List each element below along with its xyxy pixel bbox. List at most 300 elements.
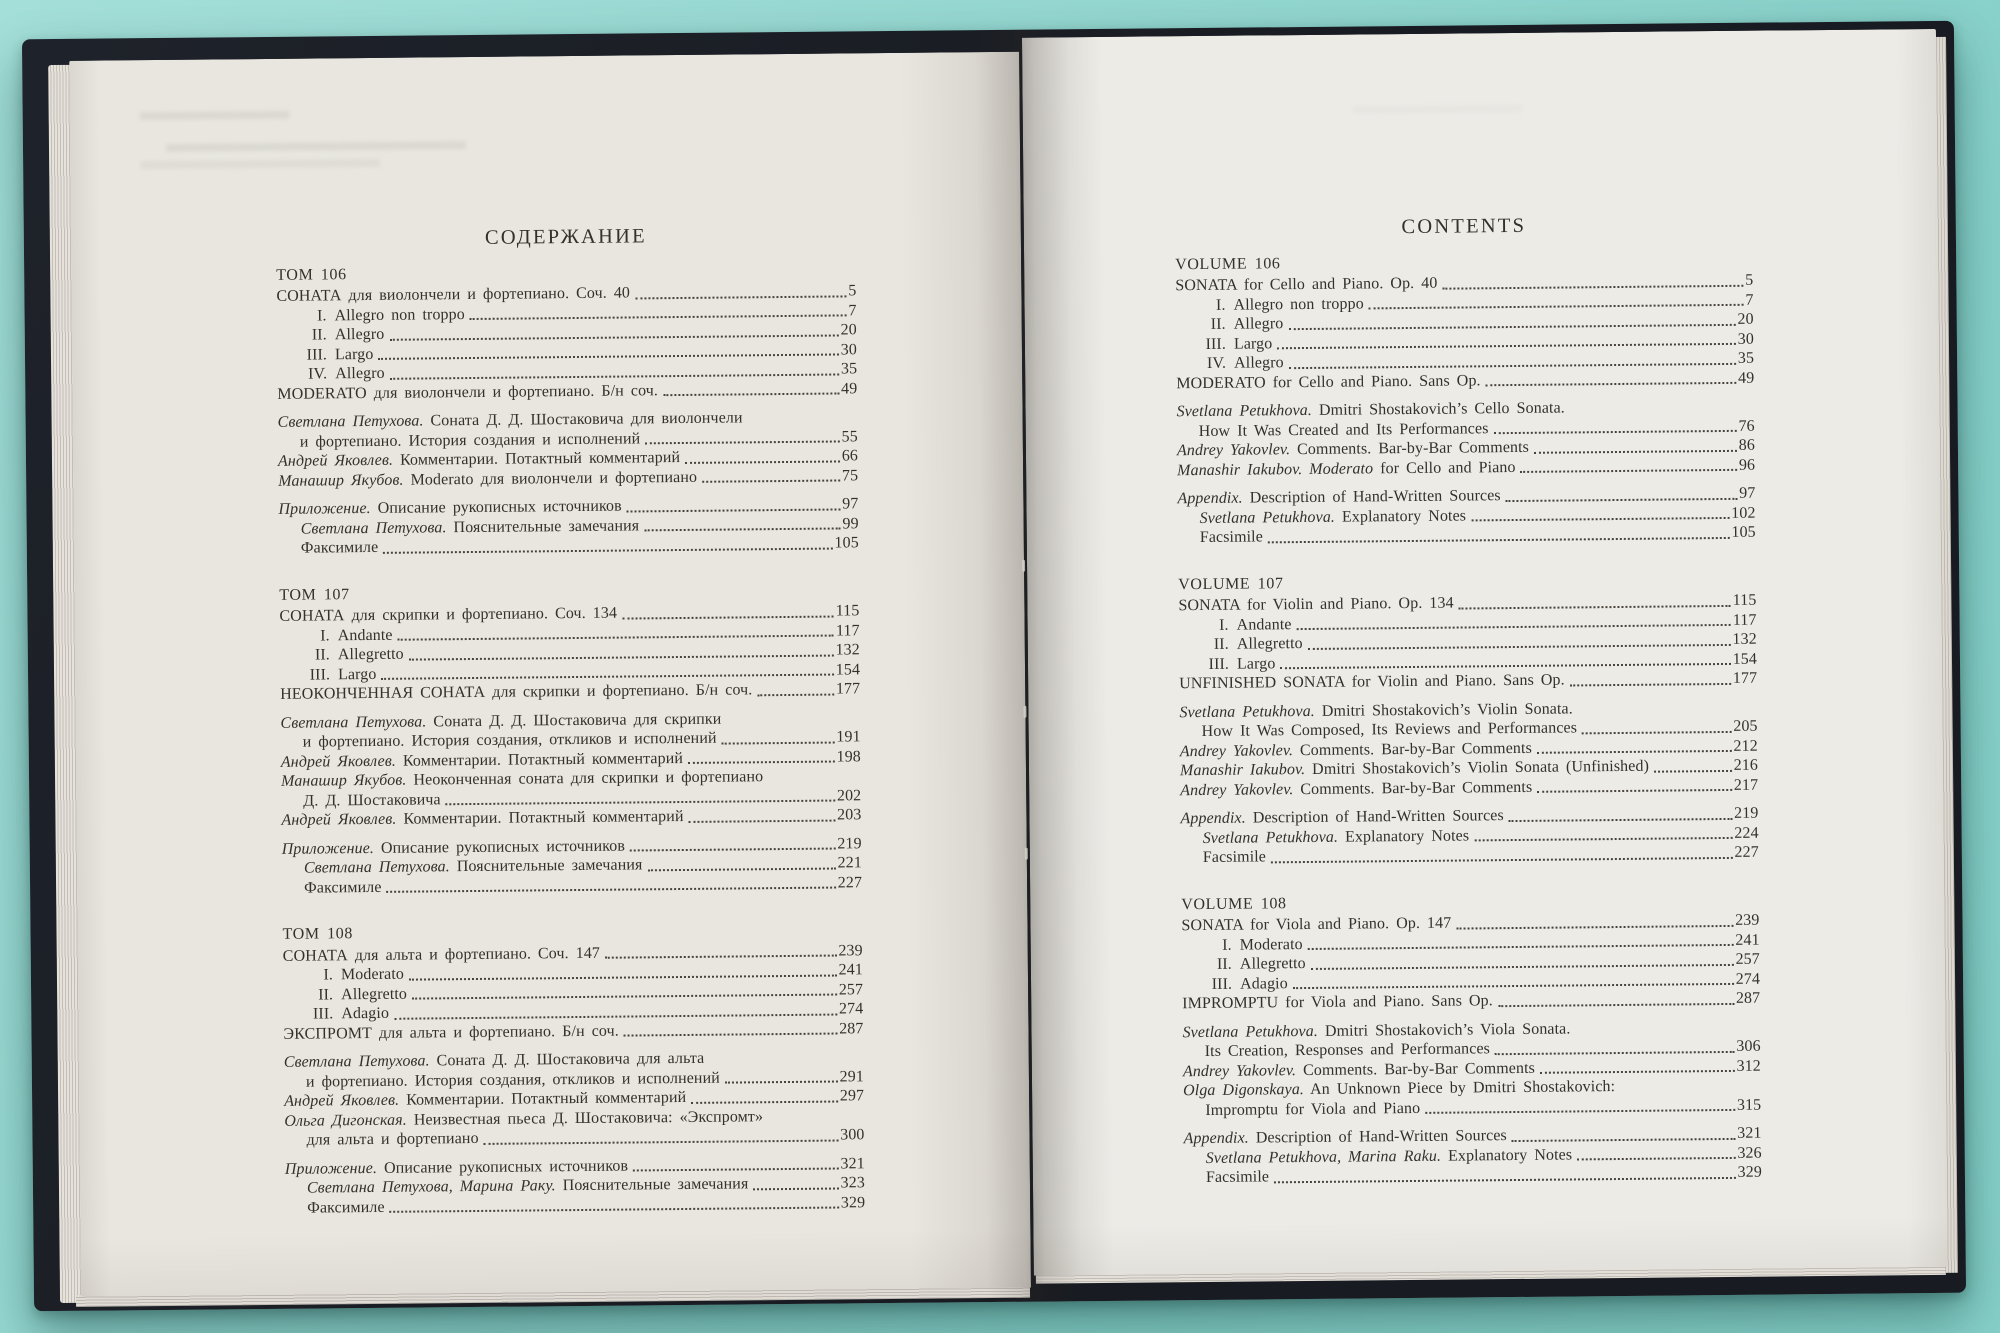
movement-numeral: II.: [1216, 955, 1232, 973]
toc-section-heading: ТОМ 106: [276, 265, 347, 284]
movement-numeral: II.: [1213, 635, 1229, 653]
entry-text: Largo: [1236, 654, 1276, 673]
toc-group: [1182, 1017, 1761, 1120]
entry-text: How It Was Created and Its Performances: [1198, 419, 1489, 440]
entry-text: Facsimile: [1202, 848, 1267, 867]
entry-text: for Cello and Piano: [1373, 458, 1516, 477]
leader-dots: [647, 867, 835, 871]
entry-text: Dmitri Shostakovich’s Violin Sonata (Unfinished): [1305, 757, 1650, 779]
movement-numeral: II.: [318, 985, 334, 1004]
toc-entry-text: [307, 1197, 385, 1217]
leader-dots: [685, 460, 840, 463]
toc-entry-text: [1240, 935, 1303, 955]
leader-dots: [691, 1100, 838, 1103]
author-name: Приложение.: [284, 1159, 378, 1178]
toc-group: [1180, 804, 1759, 868]
entry-text: An Unknown Piece by Dmitri Shostakovich:: [1303, 1078, 1616, 1099]
page-number: 241: [1735, 931, 1760, 949]
leader-dots: [1459, 604, 1731, 609]
leader-dots: [633, 1168, 838, 1172]
toc-entry-text: [335, 364, 385, 384]
book: [22, 21, 1966, 1311]
toc-entry-text: [1203, 847, 1266, 867]
leader-dots: [689, 819, 836, 822]
page-number: 323: [840, 1174, 866, 1192]
entry-text: Dmitri Shostakovich’s Cello Sonata.: [1311, 399, 1565, 419]
author-name: Manashir Iakubov.: [1179, 761, 1306, 780]
leader-dots: [470, 314, 847, 320]
author-name: Svetlana Petukhova.: [1176, 401, 1313, 421]
entry-text: Andante: [1236, 615, 1292, 634]
movement-numeral: I.: [1215, 296, 1226, 314]
leader-dots: [757, 693, 834, 696]
toc-section-heading: VOLUME 108: [1181, 894, 1287, 913]
movement-numeral: I.: [323, 966, 334, 984]
entry-text: и фортепиано. История создания, откликов и исполнений: [302, 729, 717, 751]
page-number: 321: [840, 1154, 865, 1172]
toc-entry-text: [335, 305, 465, 326]
toc-section: [279, 580, 862, 898]
leader-dots: [624, 1033, 837, 1037]
leader-dots: [389, 334, 838, 340]
entry-text: IMPROMPTU for Viola and Piano. Sans Op.: [1182, 992, 1493, 1013]
toc-entry-text: [1175, 274, 1437, 296]
author-name: Приложение.: [281, 839, 375, 858]
toc-group: [280, 708, 861, 831]
toc-row: [1176, 368, 1754, 393]
toc-entry-text: [1233, 294, 1363, 315]
toc-entry-text: [1205, 1098, 1420, 1120]
toc-entry-text: [301, 516, 640, 539]
entry-text: Moderato: [340, 965, 405, 984]
leader-dots: [1280, 663, 1730, 669]
movement-numeral: III.: [1205, 335, 1226, 353]
leader-dots: [1506, 497, 1738, 501]
movement-numeral: IV.: [307, 365, 328, 383]
page-number: 177: [1732, 669, 1758, 687]
page-number: 96: [1738, 456, 1756, 474]
author-name: Светлана Петухова.: [300, 518, 447, 538]
leader-dots: [1425, 1109, 1735, 1114]
entry-text: Allegretto: [341, 985, 408, 1003]
toc-entry-text: [1234, 314, 1284, 334]
toc-entry-text: [1176, 371, 1481, 393]
leader-dots: [409, 974, 837, 980]
author-name: Svetlana Petukhova.: [1199, 508, 1336, 527]
entry-text: Комментарии. Потактный комментарий: [396, 807, 684, 828]
toc-entry-text: [1206, 1167, 1269, 1187]
toc-entry-text: [338, 625, 393, 645]
entry-text: СОНАТА для альта и фортепиано. Соч. 147: [282, 944, 601, 965]
author-name: Svetlana Petukhova.: [1182, 1022, 1319, 1041]
toc-english: [1175, 215, 1762, 1188]
page-number: 154: [835, 660, 861, 679]
page-number: 202: [836, 786, 862, 805]
entry-text: Largo: [1233, 334, 1273, 353]
toc-entry-text: [1199, 506, 1466, 528]
toc-section-heading: ТОМ 107: [279, 585, 350, 604]
entry-text: Allegro: [334, 325, 385, 344]
leader-dots: [1288, 323, 1735, 329]
leader-dots: [1654, 769, 1732, 772]
page-number: 35: [840, 360, 858, 378]
toc-entry-text: [306, 1129, 478, 1150]
author-name: Appendix.: [1180, 809, 1246, 828]
page-number: 287: [839, 1019, 864, 1038]
leader-dots: [383, 547, 832, 553]
toc-section: [1175, 249, 1756, 548]
page-number: 117: [1732, 611, 1757, 629]
show-through-smudge: [166, 141, 466, 152]
toc-entry-text: [1237, 634, 1303, 654]
movement-numeral: II.: [314, 646, 330, 664]
toc-row: [1183, 1095, 1761, 1120]
show-through-smudge: [140, 159, 380, 169]
toc-sections-english: [1175, 249, 1762, 1188]
toc-section: [282, 919, 865, 1218]
entry-text: Comments. Bar-by-Bar Comments: [1292, 739, 1532, 759]
page-number: 219: [837, 834, 862, 853]
stitch-thread: [1023, 706, 1026, 718]
entry-text: Explanatory Notes: [1440, 1145, 1573, 1165]
movement-numeral: III.: [309, 665, 331, 684]
entry-text: Moderato: [1239, 935, 1303, 954]
page-number: 35: [1737, 349, 1755, 367]
toc-entry-text: [1176, 399, 1564, 422]
leader-dots: [645, 440, 839, 444]
entry-text: UNFINISHED SONATA for Violin and Piano. Sans Op.: [1179, 671, 1565, 693]
movement-numeral: I.: [316, 306, 327, 324]
entry-text: Комментарии. Потактный комментарий: [399, 1088, 687, 1109]
leader-dots: [1369, 304, 1744, 310]
entry-text: Facsimile: [1205, 1168, 1270, 1186]
leader-dots: [688, 761, 835, 764]
leader-dots: [1582, 730, 1731, 733]
entry-text: СОНАТА для скрипки и фортепиано. Соч. 134: [279, 604, 618, 625]
movement-numeral: III.: [312, 1005, 334, 1023]
toc-entry-text: [301, 538, 379, 558]
toc-entry-text: [1177, 457, 1516, 480]
page-number: 321: [1737, 1124, 1762, 1142]
page-number: 115: [1732, 591, 1757, 609]
page-number: 306: [1736, 1037, 1761, 1055]
entry-text: Неоконченная соната для скрипки и фортепиано: [406, 768, 764, 789]
leader-dots: [722, 741, 835, 744]
movement-numeral: III.: [306, 345, 328, 364]
toc-row: [277, 379, 857, 404]
page-number: 274: [838, 1000, 864, 1018]
toc-row: [1180, 775, 1758, 800]
leader-dots: [1308, 944, 1734, 950]
page-number: 198: [836, 747, 861, 766]
toc-entry-text: [338, 664, 377, 684]
toc-group: [278, 494, 859, 558]
entry-text: Description of Hand-Written Sources: [1248, 1127, 1507, 1147]
page-number: 239: [838, 941, 863, 960]
toc-entry-text: [304, 877, 382, 897]
toc-group: [276, 281, 857, 404]
author-name: Светлана Петухова.: [277, 412, 424, 431]
page-number: 117: [835, 621, 860, 640]
toc-sections-russian: [276, 260, 865, 1218]
leader-dots: [398, 635, 834, 641]
leader-dots: [1512, 1137, 1735, 1141]
movement-numeral: III.: [1211, 975, 1233, 993]
movement-numeral: II.: [311, 326, 327, 344]
author-name: Ольга Дигонская.: [284, 1111, 407, 1130]
page-number: 241: [838, 961, 863, 979]
toc-row: [1177, 455, 1755, 480]
entry-text: Adagio: [1239, 974, 1288, 993]
leader-dots: [1540, 1070, 1735, 1074]
entry-text: Неизвестная пьеса Д. Шостаковича: «Экспромт»: [406, 1107, 764, 1129]
page-number: 76: [1738, 417, 1755, 435]
entry-text: Largo: [337, 665, 377, 683]
author-name: Andrey Yakovlev.: [1179, 741, 1294, 760]
entry-text: Allegretto: [337, 645, 404, 664]
entry-text: Описание рукописных источников: [370, 497, 622, 517]
entry-text: и фортепиано. История создания и исполнений: [299, 429, 641, 451]
leader-dots: [627, 508, 840, 512]
author-name: Андрей Яковлев.: [281, 810, 397, 829]
leader-dots: [387, 887, 836, 893]
toc-entry-text: [1180, 777, 1532, 800]
toc-entry-text: [1240, 974, 1288, 994]
leader-dots: [1308, 643, 1731, 649]
author-name: Appendix.: [1177, 489, 1243, 508]
toc-group: [1176, 397, 1755, 481]
author-name: Appendix.: [1183, 1129, 1249, 1148]
author-name: Светлана Петухова.: [280, 712, 427, 732]
page-number: 5: [1745, 271, 1754, 289]
toc-entry-text: [1182, 991, 1493, 1013]
entry-text: Its Creation, Responses and Performances: [1204, 1040, 1491, 1060]
entry-text: Соната Д. Д. Шостаковича для альта: [429, 1049, 705, 1070]
page-number: 97: [842, 495, 859, 513]
leader-dots: [1274, 1176, 1736, 1182]
author-name: Андрей Яковлев.: [277, 451, 394, 470]
entry-text: Allegro: [1233, 315, 1284, 333]
toc-entry-text: [1179, 671, 1565, 694]
leader-dots: [1534, 449, 1737, 453]
toc-entry-text: [1234, 353, 1284, 373]
leader-dots: [382, 674, 834, 680]
entry-text: Moderato для виолончели и фортепиано: [403, 468, 698, 489]
toc-entry-text: [335, 325, 385, 345]
toc-title-russian: СОДЕРЖАНИЕ: [484, 225, 647, 249]
toc-entry-text: [278, 467, 697, 491]
page-number: 203: [837, 806, 862, 824]
leader-dots: [702, 479, 840, 482]
toc-entry-text: [279, 604, 617, 627]
entry-text: Факсимиле: [307, 1198, 385, 1217]
toc-group: [1183, 1124, 1762, 1188]
entry-text: SONATA for Violin and Piano. Op. 134: [1178, 594, 1454, 615]
toc-title-english: CONTENTS: [1401, 214, 1527, 239]
toc-group: [283, 941, 864, 1044]
entry-text: НЕОКОНЧЕННАЯ СОНАТА для скрипки и фортепиано. Б/н соч.: [280, 681, 753, 703]
page-number: 132: [1732, 630, 1757, 648]
page-number: 105: [834, 534, 859, 552]
author-name: Andrey Yakovlev.: [1182, 1061, 1297, 1080]
toc-row: [1182, 989, 1760, 1014]
author-name: Андрей Яковлев.: [280, 752, 397, 771]
entry-text: Описание рукописных источников: [376, 1157, 629, 1177]
page-number: 66: [841, 447, 859, 465]
toc-group: [278, 407, 859, 491]
page-number: 227: [1734, 843, 1759, 861]
toc-entry-text: [1234, 334, 1273, 354]
leader-dots: [1495, 1050, 1734, 1054]
leader-dots: [1494, 430, 1737, 434]
page-number: 315: [1736, 1096, 1762, 1114]
page-number: 219: [1734, 804, 1759, 822]
leader-dots: [446, 800, 835, 806]
page-number: 154: [1732, 650, 1758, 668]
stitch-thread: [1025, 848, 1028, 860]
page-number: 257: [838, 980, 864, 999]
leader-dots: [1268, 536, 1730, 542]
movement-numeral: II.: [1210, 315, 1226, 333]
author-name: Приложение.: [278, 499, 371, 518]
entry-text: Description of Hand-Written Sources: [1242, 487, 1501, 507]
author-name: Манашир Якубов.: [280, 771, 407, 790]
page-number: 205: [1733, 717, 1758, 735]
toc-entry-text: [1203, 826, 1470, 848]
show-through-smudge: [1353, 105, 1523, 114]
page-number: 224: [1734, 824, 1759, 842]
entry-text: Andante: [337, 626, 393, 644]
page-number: 257: [1735, 950, 1760, 968]
page-number: 217: [1733, 776, 1759, 794]
toc-entry-text: [276, 283, 630, 306]
toc-row: [1179, 669, 1757, 694]
entry-text: Комментарии. Потактный комментарий: [395, 749, 684, 770]
page-number: 97: [1739, 484, 1756, 502]
leader-dots: [605, 955, 836, 959]
leader-dots: [1471, 517, 1729, 521]
leader-dots: [630, 848, 835, 852]
entry-text: Description of Hand-Written Sources: [1245, 807, 1504, 827]
movement-numeral: I.: [1222, 936, 1232, 954]
toc-entry-text: [341, 965, 404, 985]
leader-dots: [1474, 837, 1732, 841]
toc-entry-text: [1200, 527, 1263, 547]
movement-numeral: III.: [1208, 655, 1230, 673]
entry-text: Allegro non troppo: [1233, 294, 1364, 314]
toc-entry-text: [1206, 1145, 1573, 1168]
leader-dots: [725, 1081, 838, 1084]
page-number: 102: [1731, 504, 1756, 522]
author-name: Светлана Петухова, Марина Раку.: [306, 1177, 556, 1197]
entry-text: Comments. Bar-by-Bar Comments: [1293, 778, 1533, 798]
page-number: 7: [1745, 291, 1754, 309]
page-number: 239: [1735, 911, 1760, 929]
toc-group: [282, 834, 863, 898]
page-number: 312: [1736, 1057, 1761, 1075]
entry-text: Соната Д. Д. Шостаковича для виолончели: [423, 409, 743, 430]
toc-row: [285, 1193, 865, 1218]
entry-text: Факсимиле: [304, 878, 382, 897]
entry-text: Пояснительные замечания: [449, 856, 643, 876]
page-number: 49: [841, 379, 858, 397]
leader-dots: [1521, 469, 1737, 473]
leader-dots: [644, 527, 840, 531]
entry-text: Allegro: [1234, 354, 1284, 372]
entry-text: MODERATO for Cello and Piano. Sans Op.: [1176, 371, 1481, 392]
page-number: 30: [840, 340, 858, 358]
page-number: 329: [840, 1193, 866, 1211]
toc-group: [1177, 484, 1756, 548]
entry-text: и фортепиано. История создания, откликов и исполнений: [305, 1069, 720, 1091]
page-number: 115: [835, 602, 860, 620]
toc-section: [276, 260, 859, 559]
toc-entry-text: [335, 344, 374, 364]
entry-text: SONATA for Cello and Piano. Op. 40: [1175, 274, 1438, 295]
toc-group: [1175, 271, 1754, 394]
page-number: 274: [1735, 970, 1761, 988]
author-name: Андрей Яковлев.: [284, 1091, 400, 1110]
entry-text: Comments. Bar-by-Bar Comments: [1295, 1059, 1536, 1079]
entry-text: Explanatory Notes: [1337, 826, 1470, 846]
toc-entry-text: [280, 680, 752, 704]
toc-entry-text: [303, 790, 441, 811]
leader-dots: [635, 295, 846, 299]
toc-entry-text: [281, 807, 683, 830]
toc-group: [284, 1047, 865, 1150]
entry-text: Соната Д. Д. Шостаковича для скрипки: [426, 710, 722, 730]
page-number: 291: [839, 1067, 865, 1086]
author-name: Манашир Якубов.: [278, 471, 404, 490]
page-number: 49: [1737, 369, 1755, 387]
movement-numeral: I.: [1219, 616, 1229, 634]
author-name: Andrey Yakovlev.: [1176, 441, 1291, 460]
page-number: 20: [1737, 310, 1754, 328]
leader-dots: [753, 1187, 838, 1190]
leader-dots: [1509, 817, 1732, 821]
entry-text: СОНАТА для виолончели и фортепиано. Соч. 40: [276, 284, 631, 305]
leader-dots: [1293, 983, 1734, 989]
entry-text: Impromptu for Viola and Piano: [1205, 1099, 1421, 1119]
entry-text: Allegretto: [1239, 955, 1306, 973]
toc-entry-text: [341, 1004, 389, 1024]
toc-entry-text: [283, 1021, 618, 1044]
toc-group: [285, 1154, 866, 1218]
entry-text: Largo: [334, 345, 374, 363]
toc-entry-text: [277, 381, 658, 404]
movement-numeral: I.: [320, 626, 330, 644]
page-number: 99: [842, 514, 859, 532]
toc-group: [1178, 591, 1757, 694]
entry-text: How It Was Composed, Its Reviews and Performances: [1201, 719, 1578, 741]
toc-row: [278, 466, 858, 491]
page-number: 5: [848, 282, 857, 300]
entry-text: Пояснительные замечания: [555, 1175, 749, 1195]
entry-text: Adagio: [341, 1004, 390, 1023]
leader-dots: [1577, 1157, 1735, 1161]
page-number: 191: [836, 728, 861, 746]
leader-dots: [1442, 284, 1743, 289]
leader-dots: [1271, 856, 1733, 862]
toc-row: [280, 679, 860, 704]
page-number: 227: [837, 873, 863, 892]
entry-text: Комментарии. Потактный комментарий: [392, 449, 681, 469]
page-number: 7: [848, 301, 857, 319]
show-through-smudge: [140, 111, 290, 120]
page-number: 216: [1733, 756, 1759, 774]
toc-group: [1179, 697, 1758, 800]
left-page: [69, 52, 1031, 1297]
